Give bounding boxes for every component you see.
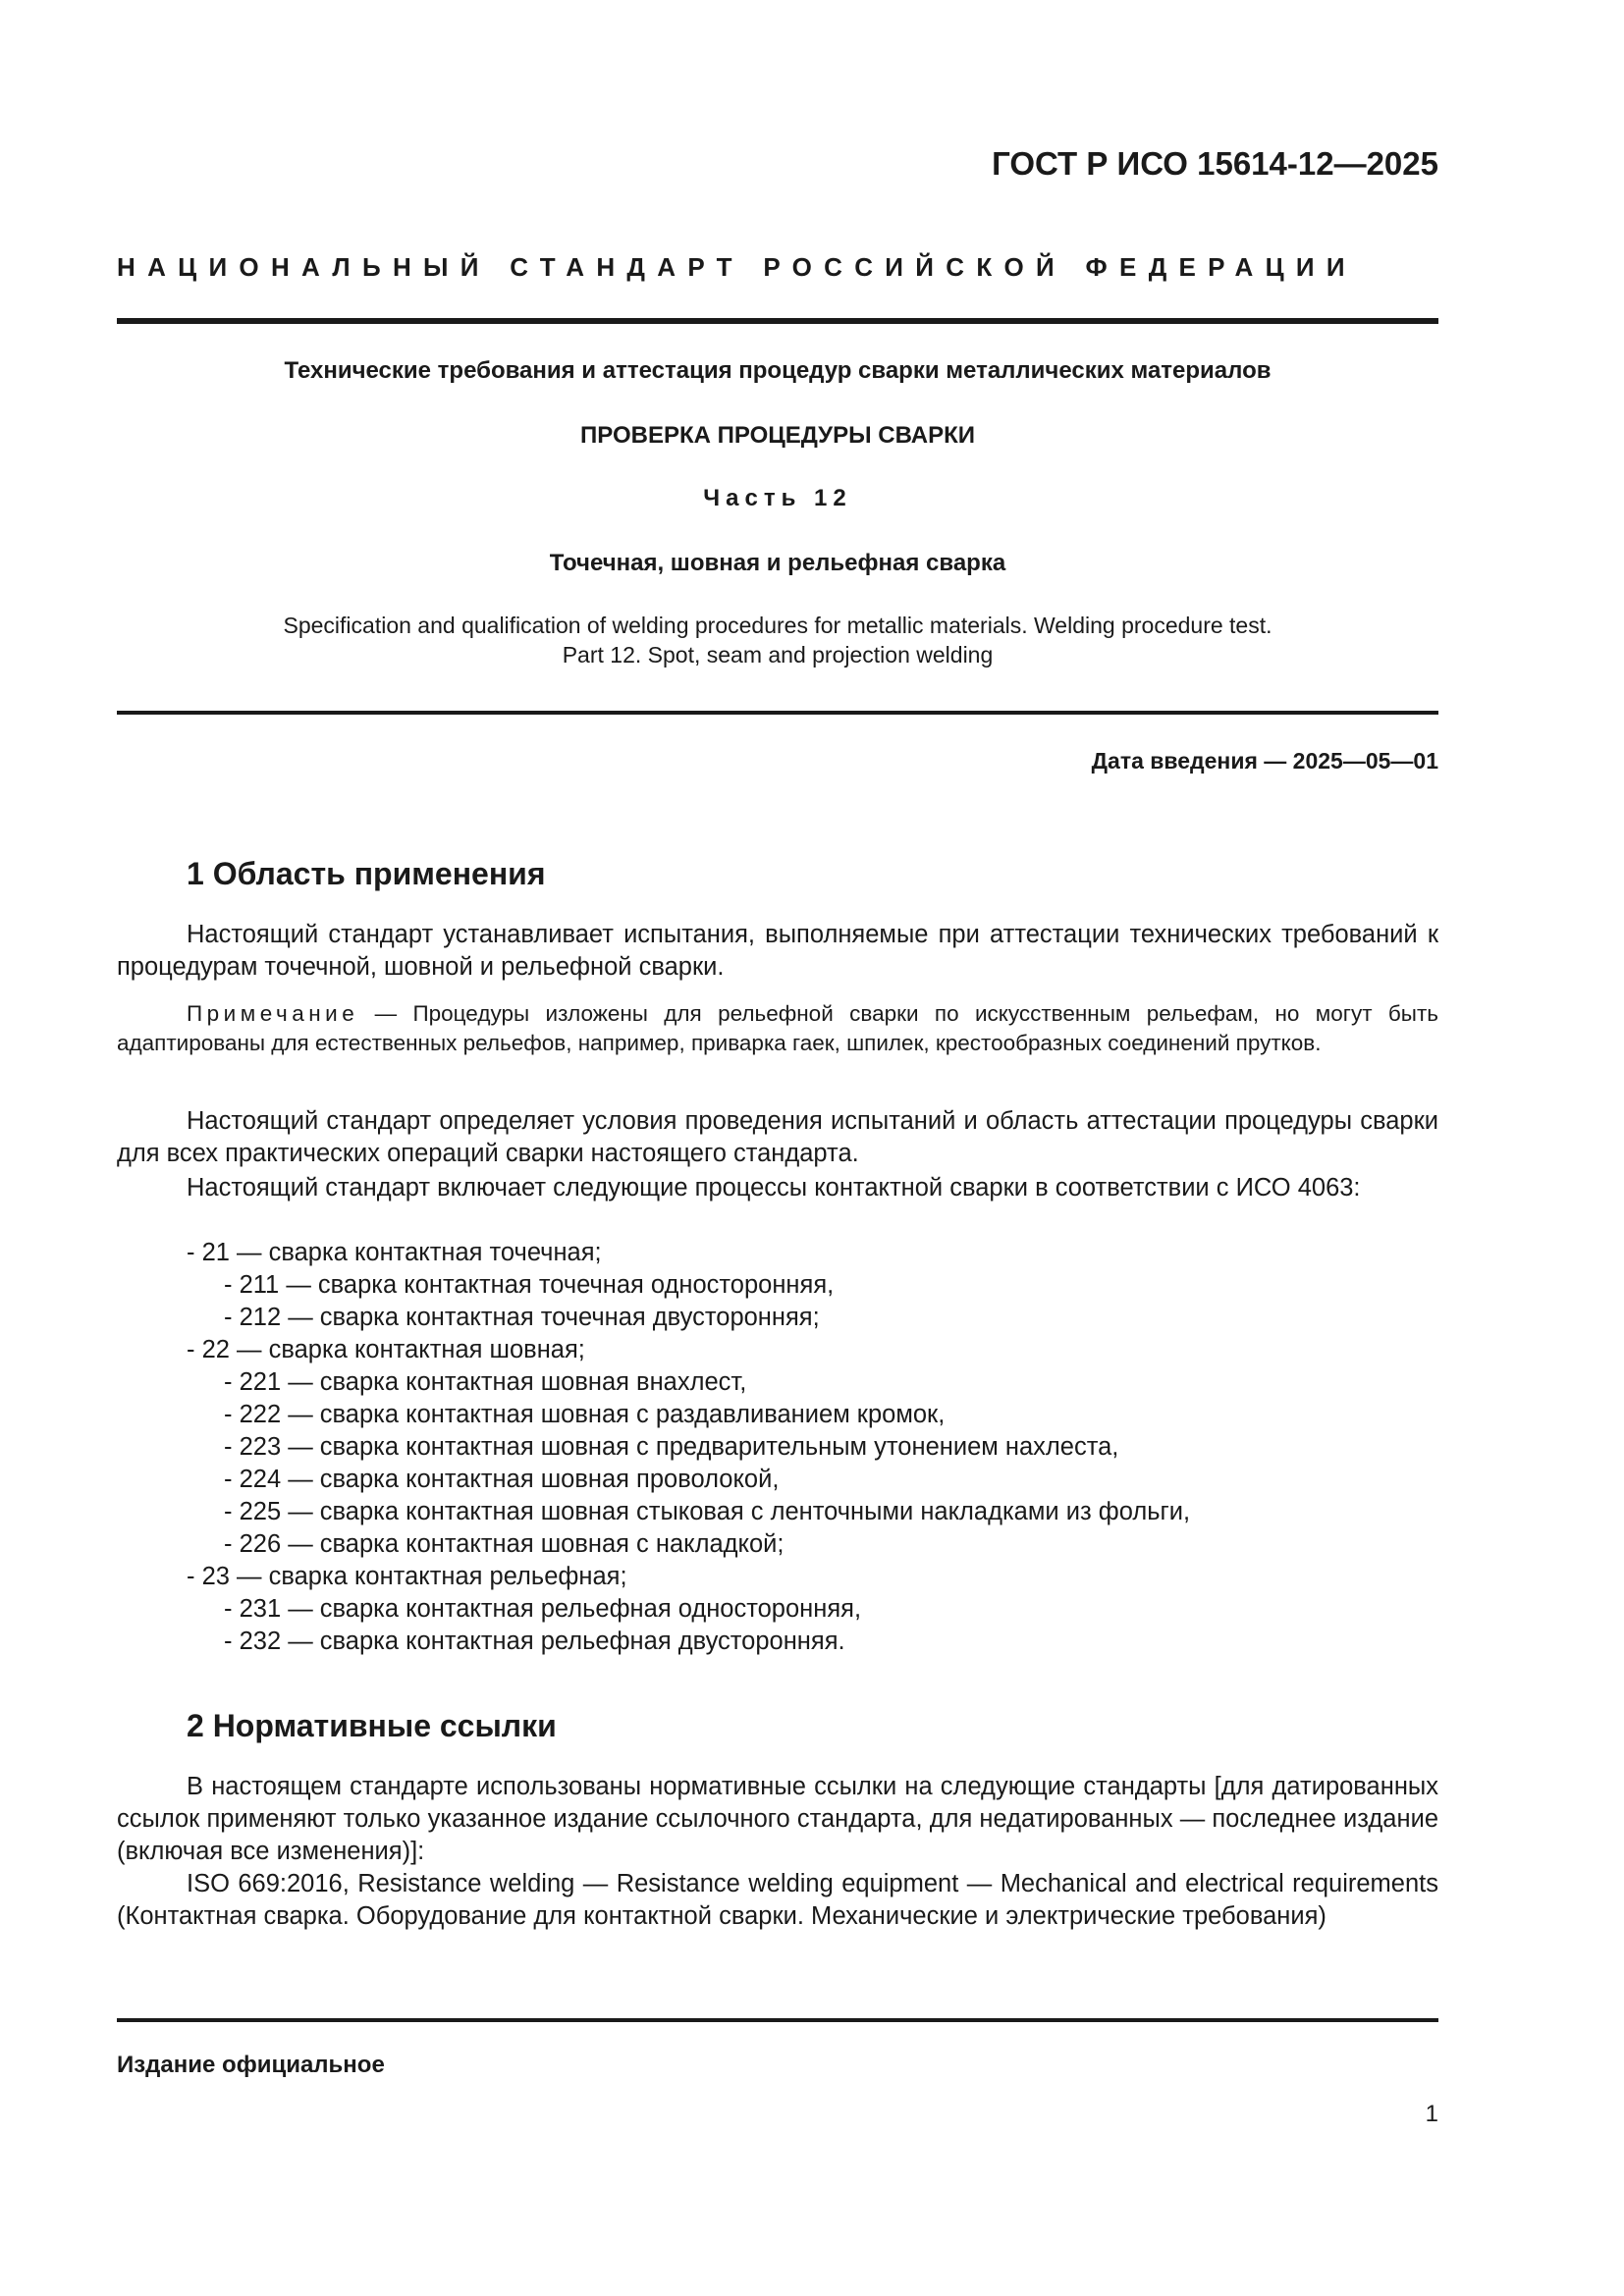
note-label: Примечание [187,1001,359,1026]
list-item: - 23 — сварка контактная рельефная; [187,1563,627,1590]
list-item: - 232 — сварка контактная рельефная двусторонняя. [224,1628,845,1655]
list-item: - 226 — сварка контактная шовная с накладкой; [224,1530,785,1558]
list-item: - 231 — сварка контактная рельефная односторонняя, [224,1595,862,1623]
title-line2: ПРОВЕРКА ПРОЦЕДУРЫ СВАРКИ [580,422,975,449]
english-title-line1: Specification and qualification of welding procedures for metallic materials. Welding procedure test. [283,613,1272,638]
title-subtitle: Точечная, шовная и рельефная сварка [549,550,1006,576]
list-item: - 211 — сварка контактная точечная односторонняя, [224,1271,835,1299]
document-code: ГОСТ Р ИСО 15614-12—2025 [992,145,1438,182]
list-item: - 221 — сварка контактная шовная внахлест, [224,1368,747,1396]
official-edition-label: Издание официальное [117,2052,385,2078]
section2-heading: 2 Нормативные ссылки [187,1708,557,1743]
introduction-date: Дата введения — 2025—05—01 [1091,748,1438,774]
title-rule [117,711,1438,715]
section1-paragraph2: Настоящий стандарт определяет условия проведения испытаний и область аттестации процедуры сварки для всех практических операций сварки настоящего стандарта. [117,1107,1438,1167]
title-line1: Технические требования и аттестация процедур сварки металлических материалов [284,357,1272,384]
note-text: — Процедуры изложены для рельефной сварки по искусственным рельефам, но могут быть адаптированы для естественных рельефов, например, приварка гаек, шпилек, крестообразных соединений прутков. [117,1001,1438,1055]
national-standard-banner: НАЦИОНАЛЬНЫЙ СТАНДАРТ РОССИЙСКОЙ ФЕДЕРАЦИИ [117,252,1357,282]
section1-paragraph1: Настоящий стандарт устанавливает испытания, выполняемые при аттестации технических требований к процедурам точечной, шовной и рельефной сварки. [117,921,1438,981]
section1-paragraph3: Настоящий стандарт включает следующие процессы контактной сварки в соответствии с ИСО 4063: [187,1174,1361,1201]
list-item: - 224 — сварка контактная шовная проволокой, [224,1466,780,1493]
list-item: - 22 — сварка контактная шовная; [187,1336,585,1363]
list-item: - 222 — сварка контактная шовная с раздавливанием кромок, [224,1401,946,1428]
title-part: Часть 12 [703,485,852,511]
list-item: - 225 — сварка контактная шовная стыковая с ленточными накладками из фольги, [224,1498,1191,1525]
list-item: - 212 — сварка контактная точечная двусторонняя; [224,1304,820,1331]
section1-note [117,999,1438,1058]
welding-process-list [187,1237,1438,1658]
page-number: 1 [1425,2101,1438,2127]
section1-heading: 1 Область применения [187,856,546,891]
footer-rule [117,2018,1438,2022]
english-title-line2: Part 12. Spot, seam and projection welding [562,642,994,667]
list-item: - 223 — сварка контактная шовная с предварительным утонением нахлеста, [224,1433,1119,1461]
list-item: - 21 — сварка контактная точечная; [187,1239,602,1266]
header-rule [117,318,1438,324]
section2-paragraph2: ISO 669:2016, Resistance welding — Resistance welding equipment — Mechanical and electrical requirements (Контактная сварка. Оборудование для контактной сварки. Механические и электрические требования) [117,1870,1438,1930]
section2-paragraph1: В настоящем стандарте использованы нормативные ссылки на следующие стандарты [для датированных ссылок применяют только указанное издание ссылочного стандарта, для недатированных — последнее издание (включая все изменения)]: [117,1773,1438,1865]
